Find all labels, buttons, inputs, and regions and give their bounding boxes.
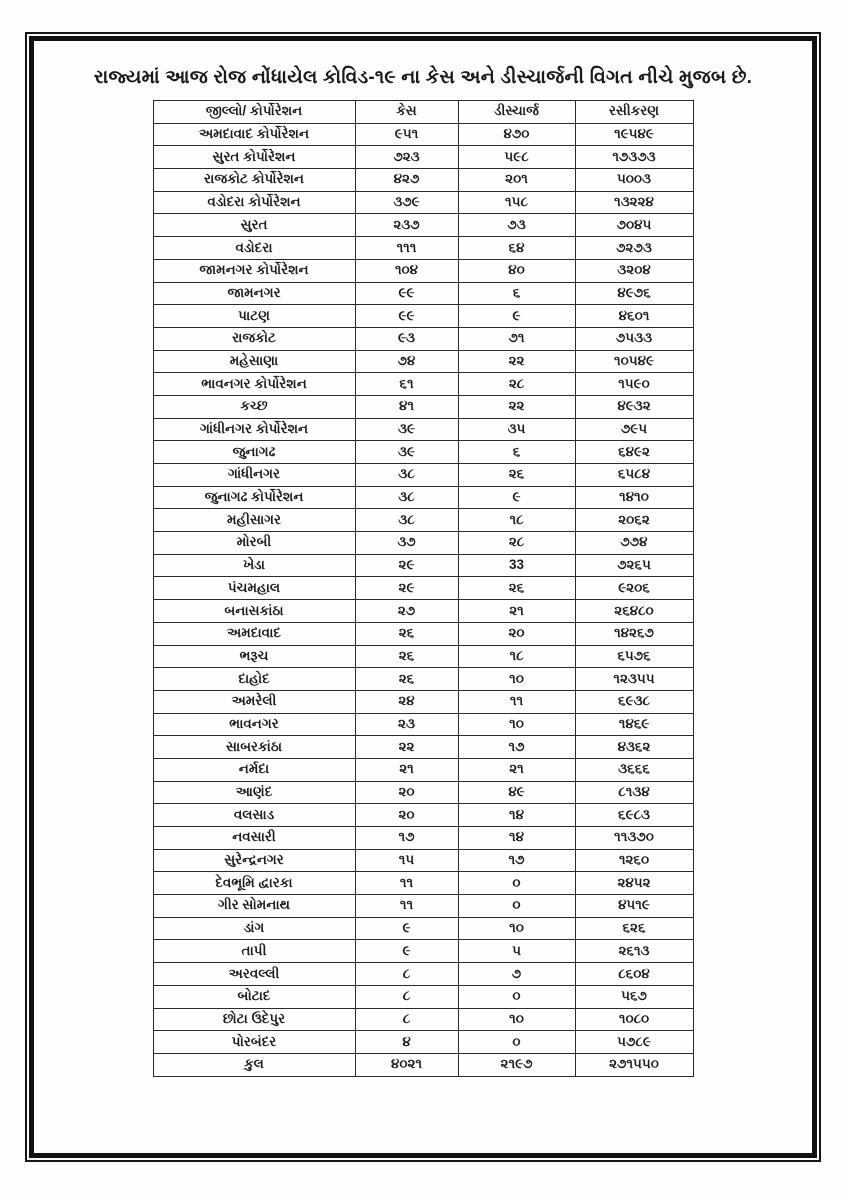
district-cell: જામનગર કોર્પોરેશન	[153, 259, 355, 282]
table-header-row	[153, 101, 693, 124]
discharge-cell: ૧૦	[458, 713, 575, 736]
district-cell: પંચમહાલ	[153, 577, 355, 600]
table-row	[153, 305, 693, 328]
vaccination-cell: ૧૩૨૨૪	[575, 191, 693, 214]
discharge-cell: ૧૦	[458, 917, 575, 940]
discharge-cell: ૨૮	[458, 532, 575, 555]
header-vaccination: રસીકરણ	[575, 101, 693, 124]
table-row	[153, 350, 693, 373]
discharge-cell: ૪૦	[458, 259, 575, 282]
discharge-cell: ૧૦	[458, 668, 575, 691]
cases-cell: ૧૫	[355, 849, 458, 872]
cases-cell: ૯૯	[355, 282, 458, 305]
district-cell: પોરબંદર	[153, 1031, 355, 1054]
table-row	[153, 191, 693, 214]
district-cell: ગીર સોમનાથ	[153, 895, 355, 918]
district-cell: વડોદરા	[153, 237, 355, 260]
discharge-cell: ૯	[458, 305, 575, 328]
page-title: રાજ્યમાં આજ રોજ નોંધાયેલ કોવિડ-૧૯ ના કેસ અને ડીસ્ચાર્જની વિગત નીચે મુજબ છે.	[93, 67, 753, 88]
vaccination-cell: ૪૯૩૨	[575, 395, 693, 418]
cases-cell: ૯	[355, 917, 458, 940]
table-row	[153, 713, 693, 736]
vaccination-cell: ૧૪૨૬૭	[575, 622, 693, 645]
table-row	[153, 872, 693, 895]
cases-cell: ૩૮	[355, 486, 458, 509]
cases-cell: ૨૩૭	[355, 214, 458, 237]
page-border-frame	[25, 32, 821, 1162]
district-cell: જામનગર	[153, 282, 355, 305]
vaccination-cell: ૬૫૭૬	[575, 645, 693, 668]
discharge-cell: ૦	[458, 985, 575, 1008]
discharge-cell: ૦	[458, 1031, 575, 1054]
discharge-cell: ૬	[458, 441, 575, 464]
district-cell: ભરૂચ	[153, 645, 355, 668]
discharge-cell: ૧૪	[458, 827, 575, 850]
cases-cell: ૩૮	[355, 509, 458, 532]
vaccination-cell: ૪૫૧૯	[575, 895, 693, 918]
discharge-cell: ૦	[458, 872, 575, 895]
district-cell: સાબરકાંઠા	[153, 736, 355, 759]
discharge-cell: 33	[458, 554, 575, 577]
cases-cell: ૨૯	[355, 554, 458, 577]
cases-cell: ૧૧	[355, 872, 458, 895]
district-cell: દાહોદ	[153, 668, 355, 691]
discharge-cell: ૨૨	[458, 350, 575, 373]
table-row	[153, 214, 693, 237]
table-row	[153, 554, 693, 577]
table-row	[153, 509, 693, 532]
header-district-corporation: જીલ્લો/ કોર્પોરેશન	[153, 101, 355, 124]
page-border-inner	[29, 36, 817, 1158]
table-row	[153, 418, 693, 441]
district-cell: કુલ	[153, 1053, 355, 1076]
vaccination-cell: ૫૦૦૩	[575, 169, 693, 192]
cases-cell: ૨૯	[355, 577, 458, 600]
vaccination-cell: ૨૬૪૮૦	[575, 600, 693, 623]
vaccination-cell: ૫૭૮૯	[575, 1031, 693, 1054]
district-cell: તાપી	[153, 940, 355, 963]
table-row	[153, 259, 693, 282]
cases-cell: ૨૦	[355, 781, 458, 804]
vaccination-cell: ૭૨૭૩	[575, 237, 693, 260]
district-cell: ભાવનગર કોર્પોરેશન	[153, 373, 355, 396]
vaccination-cell: ૭૦૪૫	[575, 214, 693, 237]
table-row	[153, 486, 693, 509]
discharge-cell: ૧૪	[458, 804, 575, 827]
district-cell: રાજકોટ	[153, 327, 355, 350]
district-cell: ગાંધીનગર કોર્પોરેશન	[153, 418, 355, 441]
table-row	[153, 327, 693, 350]
cases-cell: ૧૦૪	[355, 259, 458, 282]
vaccination-cell: ૧૫૯૦	[575, 373, 693, 396]
cases-cell: ૩૯	[355, 441, 458, 464]
discharge-cell: ૪૯	[458, 781, 575, 804]
table-row	[153, 237, 693, 260]
table-row	[153, 146, 693, 169]
cases-cell: ૧૭	[355, 827, 458, 850]
district-cell: સુરત કોર્પોરેશન	[153, 146, 355, 169]
covid-stats-table	[153, 100, 694, 1077]
discharge-cell: ૧૭	[458, 849, 575, 872]
cases-cell: ૮	[355, 1008, 458, 1031]
discharge-cell: ૨૬	[458, 577, 575, 600]
vaccination-cell: ૧૯૫૪૯	[575, 123, 693, 146]
table-row	[153, 600, 693, 623]
district-cell: મોરબી	[153, 532, 355, 555]
table-row	[153, 827, 693, 850]
discharge-cell: ૧૭	[458, 736, 575, 759]
district-cell: બનાસકાંઠા	[153, 600, 355, 623]
district-cell: પાટણ	[153, 305, 355, 328]
district-cell: વડોદરા કોર્પોરેશન	[153, 191, 355, 214]
cases-cell: ૧૧૧	[355, 237, 458, 260]
discharge-cell: ૯	[458, 486, 575, 509]
vaccination-cell: ૧૪૧૦	[575, 486, 693, 509]
discharge-cell: ૧૮	[458, 645, 575, 668]
table-row	[153, 464, 693, 487]
vaccination-cell: ૨૬૧૩	[575, 940, 693, 963]
cases-cell: ૯૫૧	[355, 123, 458, 146]
vaccination-cell: ૮૬૦૪	[575, 963, 693, 986]
vaccination-cell: ૪૬૦૧	[575, 305, 693, 328]
table-row	[153, 849, 693, 872]
discharge-cell: ૨૬	[458, 464, 575, 487]
discharge-cell: ૨૧૯૭	[458, 1053, 575, 1076]
district-cell: ગાંધીનગર	[153, 464, 355, 487]
cases-cell: ૯	[355, 940, 458, 963]
district-cell: નર્મદા	[153, 758, 355, 781]
cases-cell: ૯૩	[355, 327, 458, 350]
table-row	[153, 1008, 693, 1031]
table-row	[153, 123, 693, 146]
table-row	[153, 441, 693, 464]
cases-cell: ૩૮	[355, 464, 458, 487]
district-cell: સુરેન્દ્રનગર	[153, 849, 355, 872]
table-row	[153, 690, 693, 713]
table-body	[153, 123, 693, 1076]
cases-cell: ૨૭	[355, 600, 458, 623]
cases-cell: ૩૭૯	[355, 191, 458, 214]
header-discharge: ડીસ્ચાર્જ	[458, 101, 575, 124]
vaccination-cell: ૬૯૮૩	[575, 804, 693, 827]
vaccination-cell: ૪૩૬૨	[575, 736, 693, 759]
table-row	[153, 282, 693, 305]
discharge-cell: ૨૧	[458, 758, 575, 781]
table-row	[153, 668, 693, 691]
discharge-cell: ૨૧	[458, 600, 575, 623]
cases-cell: ૨૬	[355, 668, 458, 691]
discharge-cell: ૨૦૧	[458, 169, 575, 192]
vaccination-cell: ૭૫૩૩	[575, 327, 693, 350]
cases-cell: ૩૯	[355, 418, 458, 441]
vaccination-cell: ૬૪૯૨	[575, 441, 693, 464]
district-cell: છોટા ઉદેપુર	[153, 1008, 355, 1031]
discharge-cell: ૫૯૮	[458, 146, 575, 169]
table-row	[153, 622, 693, 645]
discharge-cell: ૧૧	[458, 690, 575, 713]
table-row	[153, 395, 693, 418]
vaccination-cell: ૨૪૫૨	[575, 872, 693, 895]
vaccination-cell: ૧૪૬૯	[575, 713, 693, 736]
cases-cell: ૪૨૭	[355, 169, 458, 192]
discharge-cell: ૬૪	[458, 237, 575, 260]
vaccination-cell: ૩૨૦૪	[575, 259, 693, 282]
vaccination-cell: ૬૯૩૮	[575, 690, 693, 713]
cases-cell: ૨૩	[355, 713, 458, 736]
vaccination-cell: ૧૦૮૦	[575, 1008, 693, 1031]
table-row	[153, 940, 693, 963]
district-cell: જુનાગઢ કોર્પોરેશન	[153, 486, 355, 509]
discharge-cell: ૪૭૦	[458, 123, 575, 146]
district-cell: અમરેલી	[153, 690, 355, 713]
table-row	[153, 1031, 693, 1054]
vaccination-cell: ૬૨૬	[575, 917, 693, 940]
district-cell: મહીસાગર	[153, 509, 355, 532]
district-cell: અરવલ્લી	[153, 963, 355, 986]
discharge-cell: ૦	[458, 895, 575, 918]
discharge-cell: ૭૧	[458, 327, 575, 350]
discharge-cell: ૧૮	[458, 509, 575, 532]
vaccination-cell: ૭૯૫	[575, 418, 693, 441]
cases-cell: ૨૬	[355, 645, 458, 668]
district-cell: ભાવનગર	[153, 713, 355, 736]
table-row	[153, 758, 693, 781]
vaccination-cell: ૩૬૬૬	[575, 758, 693, 781]
header-cases: કેસ	[355, 101, 458, 124]
cases-cell: ૯૯	[355, 305, 458, 328]
vaccination-cell: ૭૭૪	[575, 532, 693, 555]
cases-cell: ૨૨	[355, 736, 458, 759]
vaccination-cell: ૧૨૩૫૫	[575, 668, 693, 691]
cases-cell: ૨૬	[355, 622, 458, 645]
cases-cell: ૨૪	[355, 690, 458, 713]
district-cell: વલસાડ	[153, 804, 355, 827]
cases-cell: ૮	[355, 985, 458, 1008]
cases-cell: ૨૦	[355, 804, 458, 827]
district-cell: અમદાવાદ કોર્પોરેશન	[153, 123, 355, 146]
table-row	[153, 645, 693, 668]
table-row	[153, 985, 693, 1008]
cases-cell: ૧૧	[355, 895, 458, 918]
cases-cell: ૭૪	[355, 350, 458, 373]
cases-cell: ૪	[355, 1031, 458, 1054]
vaccination-cell: ૧૭૩૭૩	[575, 146, 693, 169]
district-cell: અમદાવાદ	[153, 622, 355, 645]
table-row	[153, 963, 693, 986]
district-cell: રાજકોટ કોર્પોરેશન	[153, 169, 355, 192]
table-row	[153, 917, 693, 940]
discharge-cell: ૩૫	[458, 418, 575, 441]
vaccination-cell: ૧૧૩૭૦	[575, 827, 693, 850]
discharge-cell: ૧૫૮	[458, 191, 575, 214]
district-cell: કચ્છ	[153, 395, 355, 418]
discharge-cell: ૨૨	[458, 395, 575, 418]
district-cell: જુનાગઢ	[153, 441, 355, 464]
table-row	[153, 781, 693, 804]
vaccination-cell: ૧૨૬૦	[575, 849, 693, 872]
district-cell: ડાંગ	[153, 917, 355, 940]
vaccination-cell: ૫૬૭	[575, 985, 693, 1008]
vaccination-cell: ૭૨૬૫	[575, 554, 693, 577]
table-row	[153, 532, 693, 555]
vaccination-cell: ૪૯૭૬	[575, 282, 693, 305]
vaccination-cell: ૬૫૮૪	[575, 464, 693, 487]
vaccination-cell: ૮૧૩૪	[575, 781, 693, 804]
district-cell: મહેસાણા	[153, 350, 355, 373]
discharge-cell: ૭	[458, 963, 575, 986]
vaccination-cell: ૨૦૬૨	[575, 509, 693, 532]
discharge-cell: ૫	[458, 940, 575, 963]
district-cell: સુરત	[153, 214, 355, 237]
district-cell: આણંદ	[153, 781, 355, 804]
table-row	[153, 373, 693, 396]
table-row	[153, 577, 693, 600]
discharge-cell: ૧૦	[458, 1008, 575, 1031]
vaccination-cell: ૧૦૫૪૯	[575, 350, 693, 373]
total-row	[153, 1053, 693, 1076]
cases-cell: ૩૭	[355, 532, 458, 555]
district-cell: ખેડા	[153, 554, 355, 577]
cases-cell: ૪૧	[355, 395, 458, 418]
table-row	[153, 169, 693, 192]
table-row	[153, 804, 693, 827]
cases-cell: ૬૧	[355, 373, 458, 396]
vaccination-cell: ૨૭૧૫૫૦	[575, 1053, 693, 1076]
discharge-cell: ૭૩	[458, 214, 575, 237]
cases-cell: ૨૧	[355, 758, 458, 781]
vaccination-cell: ૯૨૦૬	[575, 577, 693, 600]
cases-cell: ૪૦૨૧	[355, 1053, 458, 1076]
discharge-cell: ૨૦	[458, 622, 575, 645]
district-cell: દેવભૂમિ દ્વારકા	[153, 872, 355, 895]
table-row	[153, 736, 693, 759]
district-cell: બોટાદ	[153, 985, 355, 1008]
table-row	[153, 895, 693, 918]
district-cell: નવસારી	[153, 827, 355, 850]
discharge-cell: ૬	[458, 282, 575, 305]
cases-cell: ૭૨૩	[355, 146, 458, 169]
cases-cell: ૮	[355, 963, 458, 986]
discharge-cell: ૨૮	[458, 373, 575, 396]
